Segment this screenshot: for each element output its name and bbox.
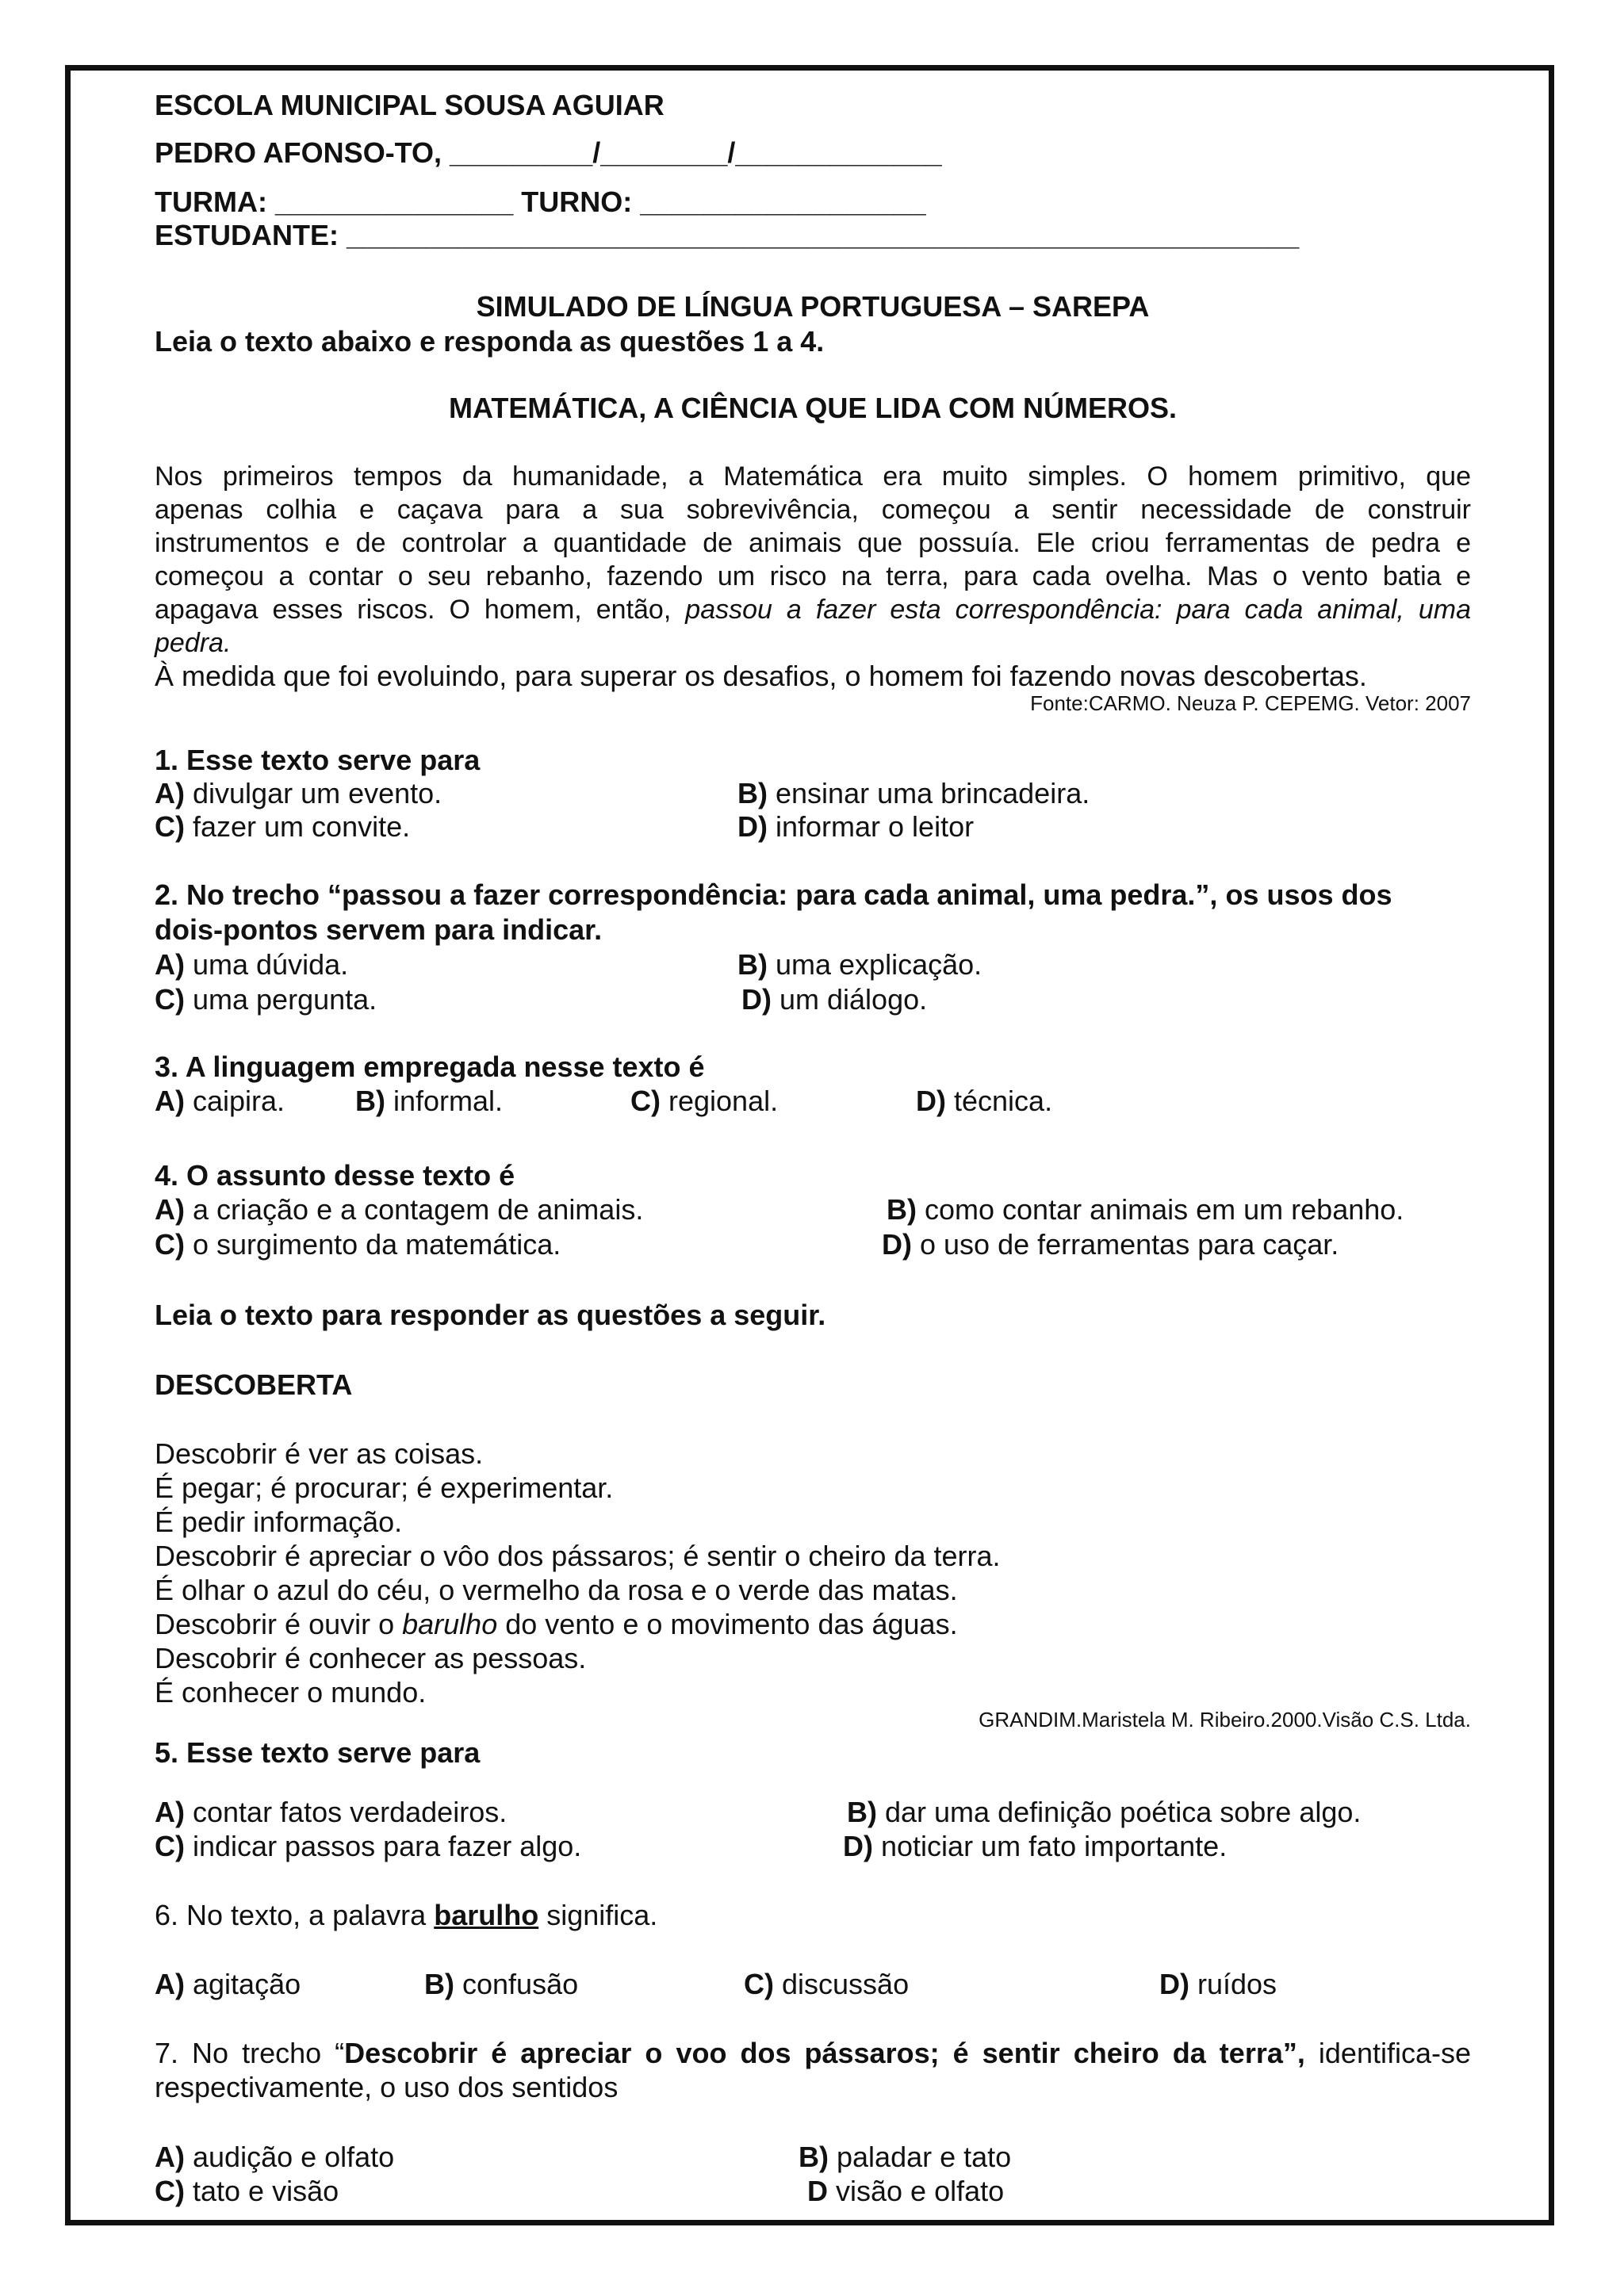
text1-line6: pedra.: [155, 628, 232, 658]
option-text: um diálogo.: [772, 983, 928, 1016]
q4-option-d[interactable]: [882, 1228, 1339, 1261]
option-letter: D: [807, 2175, 828, 2207]
option-text: regional.: [661, 1085, 779, 1117]
text1-line: instrumentos e de controlar a quantidade de animais que possuía. Ele criou ferramentas de pedra e: [155, 528, 1471, 558]
q1-stem: 1. Esse texto serve para: [155, 744, 481, 776]
text1-line: [155, 593, 1471, 626]
option-text: uma dúvida.: [185, 948, 349, 981]
class-shift-line: TURMA: _______________ TURNO: __________________: [155, 186, 926, 218]
q5-option-c[interactable]: [155, 1830, 581, 1863]
q1-option-b[interactable]: [737, 777, 1090, 810]
option-letter: C): [155, 2175, 185, 2207]
option-text: agitação: [185, 1968, 301, 2000]
q2-option-b[interactable]: [737, 948, 982, 982]
exam-title: SIMULADO DE LÍNGUA PORTUGUESA – SAREPA: [476, 290, 1150, 323]
q5-option-a[interactable]: [155, 1796, 507, 1829]
q7-option-d[interactable]: [807, 2175, 1004, 2208]
q7-option-a[interactable]: [155, 2141, 394, 2174]
instruction-1: Leia o texto abaixo e responda as questões 1 a 4.: [155, 325, 825, 358]
option-letter: D): [916, 1085, 946, 1117]
poem-line: É olhar o azul do céu, o vermelho da rosa e o verde das matas.: [155, 1574, 958, 1606]
option-text: a criação e a contagem de animais.: [185, 1193, 644, 1226]
option-letter: C): [155, 983, 185, 1016]
option-letter: A): [155, 948, 185, 981]
option-text: visão e olfato: [828, 2175, 1005, 2207]
option-letter: C): [155, 1228, 185, 1261]
text1-line: Nos primeiros tempos da humanidade, a Matemática era muito simples. O homem primitivo, que: [155, 461, 1471, 492]
q7-option-c[interactable]: [155, 2175, 339, 2208]
q5-option-d[interactable]: [843, 1830, 1227, 1863]
option-text: indicar passos para fazer algo.: [185, 1830, 582, 1862]
option-text: noticiar um fato importante.: [873, 1830, 1228, 1862]
q4-option-c[interactable]: [155, 1228, 561, 1261]
q3-stem: 3. A linguagem empregada nesse texto é: [155, 1050, 705, 1083]
q4-stem: 4. O assunto desse texto é: [155, 1159, 515, 1192]
text1-line5-italic: passou a fazer esta correspondência: para cada animal, uma: [685, 595, 1471, 625]
q7-stem-line2: respectivamente, o uso dos sentidos: [155, 2071, 619, 2103]
option-letter: A): [155, 2141, 185, 2173]
option-letter: C): [630, 1085, 661, 1117]
option-text: informal.: [385, 1085, 504, 1117]
q1-option-d[interactable]: [737, 810, 974, 844]
poem-word-barulho: barulho: [402, 1608, 498, 1640]
option-letter: A): [155, 777, 185, 809]
option-text: dar uma definição poética sobre algo.: [877, 1796, 1362, 1828]
option-text: o uso de ferramentas para caçar.: [912, 1228, 1339, 1261]
option-letter: B): [424, 1968, 454, 2000]
option-text: como contar animais em um rebanho.: [917, 1193, 1404, 1226]
q2-option-d[interactable]: [741, 983, 927, 1016]
option-text: uma pergunta.: [185, 983, 377, 1016]
text1-line5-normal: apagava esses riscos. O homem, então,: [155, 595, 686, 625]
q3-option-c[interactable]: [630, 1085, 778, 1118]
option-text: uma explicação.: [768, 948, 982, 981]
text1-line: apenas colhia e caçava para a sua sobrevivência, começou a sentir necessidade de construir: [155, 495, 1471, 525]
text1-line: começou a contar o seu rebanho, fazendo um risco na terra, para cada ovelha. Mas o vento batia e: [155, 561, 1471, 591]
q5-stem: 5. Esse texto serve para: [155, 1736, 481, 1769]
option-letter: D): [1159, 1968, 1189, 2000]
q4-option-a[interactable]: [155, 1193, 643, 1226]
q7-option-b[interactable]: [799, 2141, 1011, 2174]
date-line: PEDRO AFONSO-TO, _________/________/_____________: [155, 136, 942, 169]
instruction-2: Leia o texto para responder as questões a seguir.: [155, 1299, 826, 1331]
option-text: o surgimento da matemática.: [185, 1228, 561, 1261]
option-letter: D): [737, 810, 768, 843]
q3-option-b[interactable]: [355, 1085, 503, 1118]
option-letter: C): [155, 810, 185, 843]
school-name: ESCOLA MUNICIPAL SOUSA AGUIAR: [155, 89, 665, 121]
option-letter: B): [737, 948, 768, 981]
option-letter: C): [155, 1830, 185, 1862]
q2-option-a[interactable]: [155, 948, 348, 982]
option-text: divulgar um evento.: [185, 777, 442, 809]
option-text: contar fatos verdadeiros.: [185, 1796, 508, 1828]
student-line: ESTUDANTE: ____________________________________________________________: [155, 219, 1300, 251]
q6-stem-end: significa.: [538, 1899, 658, 1931]
q1-option-a[interactable]: [155, 777, 442, 810]
q2-option-c[interactable]: [155, 983, 377, 1016]
poem-line6-start: Descobrir é ouvir o: [155, 1608, 403, 1640]
q6-option-d[interactable]: [1159, 1968, 1277, 2001]
option-letter: B): [887, 1193, 917, 1226]
q5-option-b[interactable]: [847, 1796, 1361, 1829]
text1-paragraph: [155, 460, 1471, 693]
q1-option-c[interactable]: [155, 810, 410, 844]
option-letter: A): [155, 1796, 185, 1828]
option-letter: B): [847, 1796, 877, 1828]
poem-line: É pegar; é procurar; é experimentar.: [155, 1471, 614, 1504]
option-text: tato e visão: [185, 2175, 339, 2207]
option-letter: D): [882, 1228, 912, 1261]
option-text: confusão: [454, 1968, 579, 2000]
option-letter: B): [355, 1085, 385, 1117]
q7-stem-end: identifica-se: [1304, 2037, 1471, 2069]
poem-title: DESCOBERTA: [155, 1368, 353, 1401]
q7-stem-line1: [155, 2037, 1471, 2070]
text1-line7: À medida que foi evoluindo, para superar os desafios, o homem foi fazendo novas descobertas.: [155, 660, 1367, 692]
q7-stem-start: 7. No trecho “: [155, 2037, 345, 2069]
option-text: ensinar uma brincadeira.: [768, 777, 1090, 809]
q2-stem-line1: 2. No trecho “passou a fazer correspondência: para cada animal, uma pedra.”, os usos dos: [155, 878, 1392, 911]
option-text: informar o leitor: [768, 810, 975, 843]
q3-option-d[interactable]: [916, 1085, 1052, 1118]
q6-stem: [155, 1899, 657, 1932]
poem-line: [155, 1608, 958, 1641]
option-text: audição e olfato: [185, 2141, 395, 2173]
option-letter: A): [155, 1085, 185, 1117]
q2-stem-line2: dois-pontos servem para indicar.: [155, 913, 603, 946]
q6-keyword: barulho: [434, 1899, 539, 1931]
option-letter: A): [155, 1193, 185, 1226]
option-text: discussão: [774, 1968, 910, 2000]
poem-line: Descobrir é ver as coisas.: [155, 1437, 484, 1470]
poem-line: Descobrir é conhecer as pessoas.: [155, 1642, 587, 1674]
option-letter: B): [799, 2141, 829, 2173]
q6-option-a[interactable]: [155, 1968, 301, 2001]
q6-option-b[interactable]: [424, 1968, 578, 2001]
q7-quote: Descobrir é apreciar o voo dos pássaros; é sentir cheiro da terra”,: [344, 2037, 1305, 2069]
poem-line6-end: do vento e o movimento das águas.: [497, 1608, 958, 1640]
q6-option-c[interactable]: [744, 1968, 909, 2001]
poem-line: Descobrir é apreciar o vôo dos pássaros; é sentir o cheiro da terra.: [155, 1540, 1001, 1572]
option-letter: C): [744, 1968, 774, 2000]
q4-option-b[interactable]: [887, 1193, 1404, 1226]
poem-line: É conhecer o mundo.: [155, 1676, 427, 1709]
text1-title: MATEMÁTICA, A CIÊNCIA QUE LIDA COM NÚMEROS.: [449, 392, 1177, 424]
text1-source: Fonte:CARMO. Neuza P. CEPEMG. Vetor: 2007: [1030, 691, 1471, 715]
option-letter: A): [155, 1968, 185, 2000]
option-text: ruídos: [1189, 1968, 1277, 2000]
q6-stem-start: 6. No texto, a palavra: [155, 1899, 435, 1931]
poem-source: GRANDIM.Maristela M. Ribeiro.2000.Visão C.S. Ltda.: [979, 1708, 1471, 1732]
q3-option-a[interactable]: [155, 1085, 285, 1118]
option-text: caipira.: [185, 1085, 285, 1117]
option-letter: D): [843, 1830, 873, 1862]
poem-line: É pedir informação.: [155, 1506, 403, 1538]
option-text: paladar e tato: [829, 2141, 1012, 2173]
option-text: técnica.: [946, 1085, 1053, 1117]
option-letter: B): [737, 777, 768, 809]
option-letter: D): [741, 983, 772, 1016]
option-text: fazer um convite.: [185, 810, 411, 843]
